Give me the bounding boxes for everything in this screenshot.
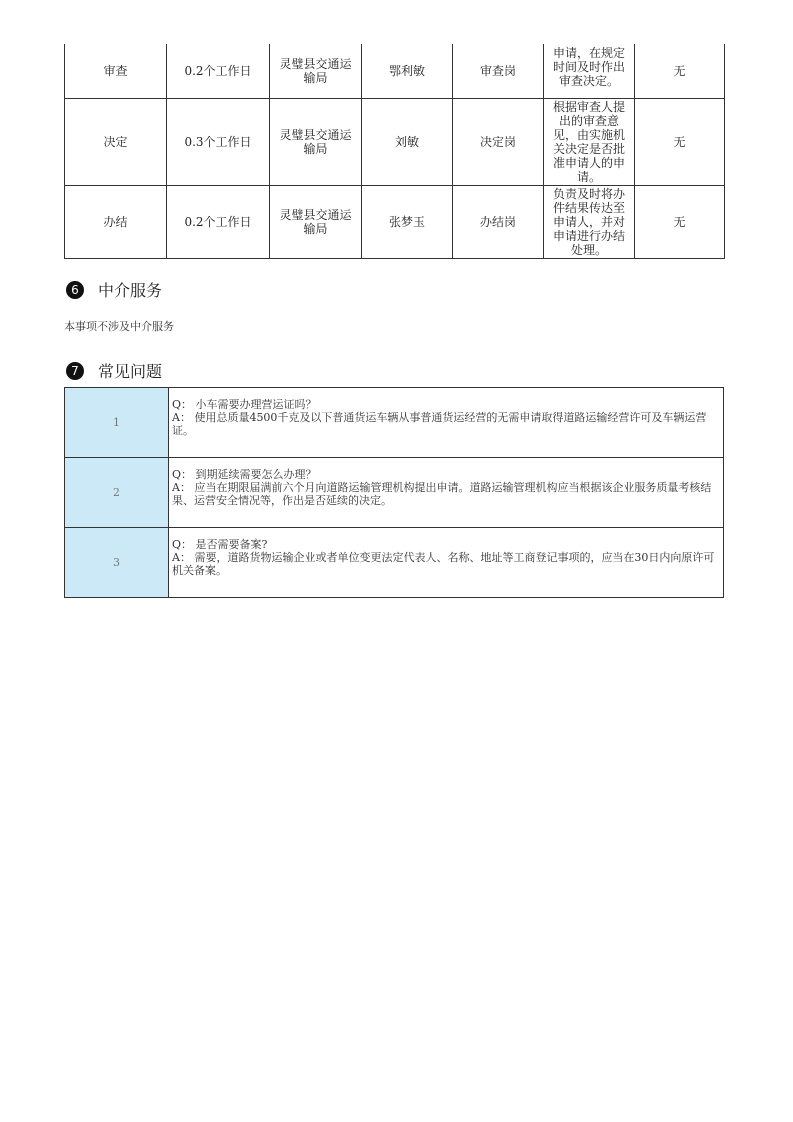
person-cell: 张梦玉 <box>362 185 453 258</box>
faq-table <box>64 387 724 598</box>
person-cell: 鄂利敏 <box>362 44 453 98</box>
person-cell: 刘敏 <box>362 98 453 185</box>
time-cell: 0.3个工作日 <box>167 98 270 185</box>
duty-cell: 申请，在规定时间及时作出审查决定。 <box>544 44 635 98</box>
faq-answer: A： 应当在期限届满前六个月向道路运输管理机构提出申请。道路运输管理机构应当根据该企业服务质量考核结果、运营安全情况等，作出是否延续的决定。 <box>172 481 712 507</box>
faq-row <box>65 388 724 458</box>
table-row <box>65 44 725 98</box>
faq-content <box>169 458 724 528</box>
faq-question: Q： 小车需要办理营运证吗？ <box>172 398 317 411</box>
faq-number: 1 <box>65 388 169 458</box>
note-cell: 无 <box>635 98 725 185</box>
dept-cell: 灵璧县交通运输局 <box>270 44 362 98</box>
intermediary-note: 本事项不涉及中介服务 <box>64 320 174 333</box>
intermediary-heading <box>66 278 162 301</box>
post-cell: 审查岗 <box>453 44 544 98</box>
time-cell: 0.2个工作日 <box>167 44 270 98</box>
faq-row <box>65 458 724 528</box>
faq-row <box>65 528 724 598</box>
intermediary-title: 中介服务 <box>98 281 163 300</box>
number-six-badge-icon: 6 <box>66 281 84 299</box>
duty-cell: 负责及时将办件结果传达至申请人，并对申请进行办结处理。 <box>544 185 635 258</box>
faq-question: Q： 是否需要备案? <box>172 538 268 551</box>
faq-content <box>169 528 724 598</box>
faq-number: 2 <box>65 458 169 528</box>
faq-heading <box>66 359 162 382</box>
post-cell: 决定岗 <box>453 98 544 185</box>
process-table <box>64 44 725 259</box>
step-cell: 审查 <box>65 44 167 98</box>
faq-content <box>169 388 724 458</box>
note-cell: 无 <box>635 44 725 98</box>
time-cell: 0.2个工作日 <box>167 185 270 258</box>
faq-question: Q： 到期延续需要怎么办理？ <box>172 468 317 481</box>
faq-title: 常见问题 <box>98 362 163 381</box>
table-row <box>65 185 725 258</box>
faq-answer: A： 使用总质量4500千克及以下普通货运车辆从事普通货运经营的无需申请取得道路运输经营许可及车辆运营证。 <box>172 411 707 437</box>
note-cell: 无 <box>635 185 725 258</box>
number-seven-badge-icon: 7 <box>66 362 84 380</box>
table-row <box>65 98 725 185</box>
dept-cell: 灵璧县交通运输局 <box>270 98 362 185</box>
post-cell: 办结岗 <box>453 185 544 258</box>
step-cell: 决定 <box>65 98 167 185</box>
step-cell: 办结 <box>65 185 167 258</box>
dept-cell: 灵璧县交通运输局 <box>270 185 362 258</box>
faq-number: 3 <box>65 528 169 598</box>
faq-answer: A： 需要，道路货物运输企业或者单位变更法定代表人、名称、地址等工商登记事项的，应当在30日内向原许可机关备案。 <box>172 551 715 577</box>
duty-cell: 根据审查人提出的审查意见，由实施机关决定是否批准申请人的申请。 <box>544 98 635 185</box>
